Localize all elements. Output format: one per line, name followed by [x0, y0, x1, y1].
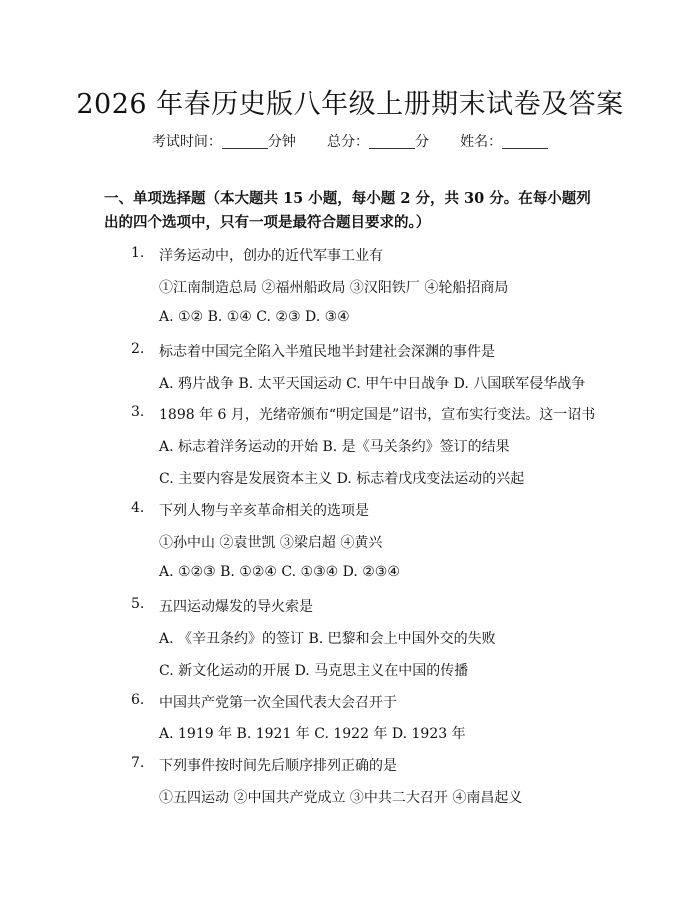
question-text: 1898 年 6 月，光绪帝颁布“明定国是”诏书，宣布实行变法。这一诏书: [159, 407, 596, 423]
question-number: 2.: [131, 341, 145, 357]
time-label: 考试时间：: [151, 134, 222, 150]
section-heading: 一、单项选择题（本大题共 15 小题，每小题 2 分，共 30 分。在每小题列出的四个选项中，只有一项是最符合题目要求的。）: [104, 190, 591, 231]
question-number: 7.: [131, 755, 145, 771]
name-label: 姓名：: [460, 134, 503, 150]
question-number: 6.: [131, 692, 145, 708]
question-number: 5.: [131, 596, 145, 612]
question-3-options-cd: C. 主要内容是发展资本主义 D. 标志着戊戌变法运动的兴起: [159, 471, 525, 487]
question-text: 下列事件按时间先后顺序排列正确的是: [159, 758, 397, 774]
question-5-options-cd: C. 新文化运动的开展 D. 马克思主义在中国的传播: [159, 663, 469, 679]
question-4-items: ①孙中山 ②袁世凯 ③梁启超 ④黄兴: [159, 535, 383, 551]
question-1-options: A. ①② B. ①④ C. ②③ D. ③④: [159, 309, 350, 325]
question-text: 中国共产党第一次全国代表大会召开于: [159, 695, 397, 711]
name-blank[interactable]: [502, 134, 548, 149]
question-text: 下列人物与辛亥革命相关的选项是: [159, 503, 369, 519]
question-number: 4.: [131, 500, 145, 516]
exam-meta: [0, 131, 700, 151]
score-unit: 分: [415, 134, 429, 150]
time-unit: 分钟: [267, 134, 296, 150]
question-3-options-ab: A. 标志着洋务运动的开始 B. 是《马关条约》签订的结果: [159, 439, 510, 455]
question-1-items: ①江南制造总局 ②福州船政局 ③汉阳铁厂 ④轮船招商局: [159, 280, 509, 296]
question-text: 标志着中国完全陷入半殖民地半封建社会深渊的事件是: [159, 344, 495, 360]
question-text: 五四运动爆发的导火索是: [159, 599, 313, 615]
score-blank[interactable]: [369, 134, 415, 149]
exam-title: 2026 年春历史版八年级上册期末试卷及答案: [76, 89, 624, 120]
question-2-options: A. 鸦片战争 B. 太平天国运动 C. 甲午中日战争 D. 八国联军侵华战争: [159, 376, 586, 392]
score-label: 总分：: [327, 134, 369, 150]
question-number: 3.: [131, 404, 145, 420]
question-4-options: A. ①②③ B. ①②④ C. ①③④ D. ②③④: [159, 564, 400, 580]
time-blank[interactable]: [222, 134, 268, 149]
question-6-options: A. 1919 年 B. 1921 年 C. 1922 年 D. 1923 年: [159, 726, 466, 742]
question-5-options-ab: A. 《辛丑条约》的签订 B. 巴黎和会上中国外交的失败: [159, 631, 496, 647]
question-7-items: ①五四运动 ②中国共产党成立 ③中共二大召开 ④南昌起义: [159, 790, 523, 806]
question-number: 1.: [131, 245, 145, 261]
question-text: 洋务运动中，创办的近代军事工业有: [159, 248, 383, 264]
